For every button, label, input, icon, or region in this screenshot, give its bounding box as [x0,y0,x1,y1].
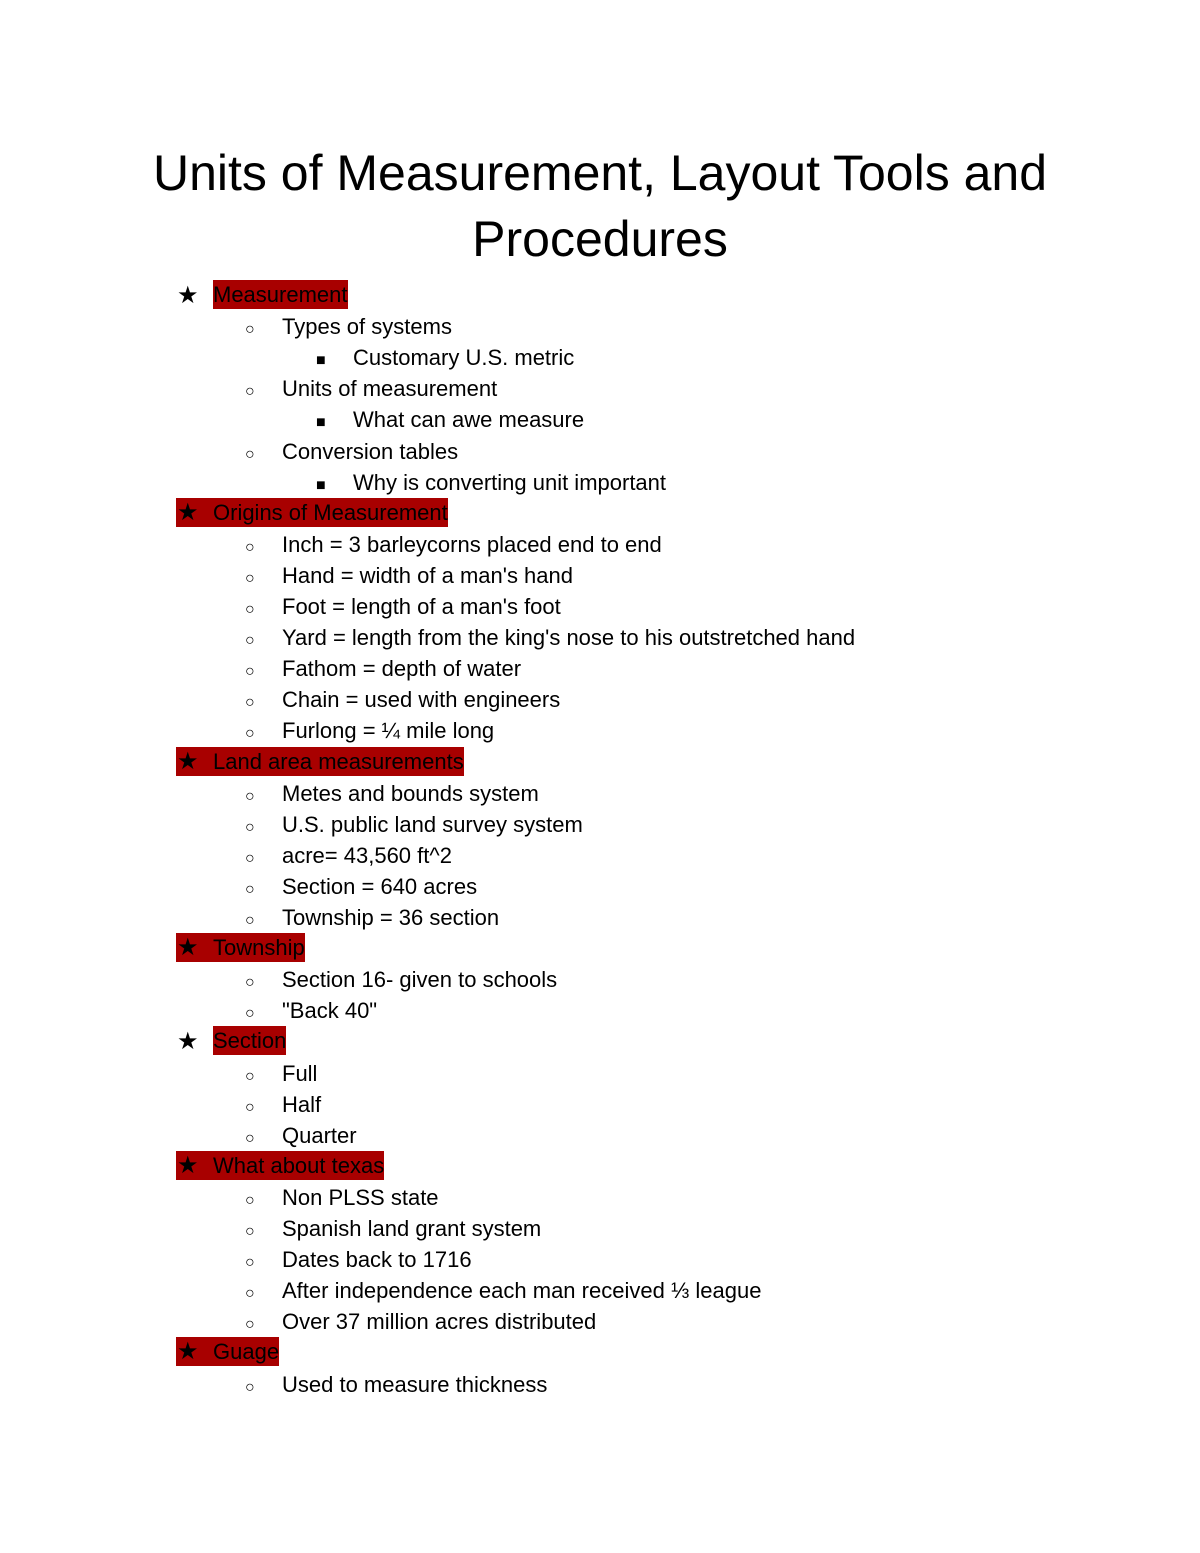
list-item-text: Fathom = depth of water [282,656,522,682]
list-item [245,995,377,1026]
list-item [245,809,583,840]
list-item-text: Over 37 million acres distributed [282,1309,597,1335]
circle-bullet-icon: ○ [245,321,255,339]
star-bullet-icon: ★ [177,1338,199,1366]
sub-list-item-text: Customary U.S. metric [353,345,575,371]
list-item-text: Foot = length of a man's foot [282,594,561,619]
list-item [245,311,452,342]
list-item [245,436,458,467]
list-item-text: After independence each man received ⅓ league [282,1278,762,1304]
list-item-text: acre= 43,560 ft^2 [282,842,452,868]
title-line-1: Units of Measurement, Layout Tools and [152,145,1048,201]
list-item [245,1306,596,1337]
list-item [245,964,557,995]
circle-bullet-icon: ○ [245,632,255,650]
list-item [245,1244,472,1275]
section-heading-label: Land area measurements [213,748,464,774]
list-item-text: Full [282,1060,318,1086]
list-item [245,1369,547,1400]
circle-bullet-icon: ○ [245,1223,255,1240]
circle-bullet-icon: ○ [245,725,255,743]
section-heading-label: Measurement [213,282,348,307]
list-item-text: Conversion tables [282,438,459,464]
section-heading-label: Section [213,1028,287,1054]
highlighted-heading [176,1151,384,1180]
star-bullet-icon: ★ [177,934,199,962]
section-heading [176,498,448,529]
list-item [245,1089,321,1120]
circle-bullet-icon: ○ [245,849,255,867]
list-item-text: Inch = 3 barleycorns placed end to end [282,531,662,557]
document-title [100,140,1100,272]
list-item-text: Township = 36 section [282,905,500,930]
list-item-text: Section = 640 acres [282,873,478,899]
highlighted-heading [176,747,464,776]
section-heading [176,1026,286,1057]
star-bullet-icon: ★ [177,282,199,309]
list-item-text: Quarter [282,1122,357,1148]
circle-bullet-icon: ○ [245,912,255,929]
section-heading [176,747,464,778]
sub-list-item-text: What can awe measure [353,407,585,433]
square-bullet-icon: ■ [316,352,326,370]
section-heading-label: Origins of Measurement [213,499,448,525]
list-item [245,871,477,902]
list-item [245,529,662,560]
list-item [245,684,560,715]
circle-bullet-icon: ○ [245,1285,255,1303]
section-heading-label: Township [213,935,305,961]
circle-bullet-icon: ○ [245,1005,255,1023]
list-item-text: Types of systems [282,314,452,340]
list-item [245,840,452,871]
list-item-text: Half [282,1091,322,1117]
list-item [245,1120,357,1151]
list-item-text: "Back 40" [282,998,378,1024]
list-item-text: Yard = length from the king's nose to his outstretched hand [282,625,856,651]
list-item [245,1182,439,1213]
list-item-text: Spanish land grant system [282,1216,542,1241]
list-item-text: Used to measure thickness [282,1371,548,1397]
sub-list-item [316,342,574,373]
section-heading [176,933,305,964]
circle-bullet-icon: ○ [245,787,255,805]
list-item [245,778,539,809]
list-item [245,653,521,684]
circle-bullet-icon: ○ [245,445,255,463]
list-item-text: Chain = used with engineers [282,687,561,713]
star-bullet-icon: ★ [177,1151,199,1179]
list-item-text: Furlong = ¼ mile long [282,718,495,744]
circle-bullet-icon: ○ [245,663,255,681]
star-bullet-icon: ★ [177,747,199,775]
square-bullet-icon: ■ [316,414,326,432]
sub-list-item [316,404,584,435]
sub-list-item-text: Why is converting unit important [353,469,667,495]
list-item [245,560,573,591]
section-heading [176,1337,279,1368]
sub-list-item [316,467,666,498]
circle-bullet-icon: ○ [245,880,255,898]
circle-bullet-icon: ○ [245,1067,255,1085]
section-heading [176,1151,384,1182]
list-item-text: Hand = width of a man's hand [282,562,573,588]
circle-bullet-icon: ○ [245,818,255,836]
section-heading-label: Guage [213,1339,280,1365]
circle-bullet-icon: ○ [245,1191,255,1209]
circle-bullet-icon: ○ [245,538,255,556]
title-line-2: Procedures [472,211,728,267]
list-item [245,1058,317,1089]
list-item-text: Section 16- given to schools [282,967,558,993]
section-heading [176,280,348,311]
highlighted-heading [176,933,305,962]
highlighted-heading [176,498,448,527]
star-bullet-icon: ★ [177,498,199,526]
circle-bullet-icon: ○ [245,974,255,992]
circle-bullet-icon: ○ [245,1129,255,1147]
highlighted-heading [176,1337,279,1366]
circle-bullet-icon: ○ [245,383,255,401]
section-heading-label: What about texas [213,1152,385,1178]
square-bullet-icon: ■ [316,476,326,494]
circle-bullet-icon: ○ [245,694,255,712]
circle-bullet-icon: ○ [245,601,255,618]
circle-bullet-icon: ○ [245,1098,255,1116]
list-item [245,902,499,933]
circle-bullet-icon: ○ [245,569,255,587]
star-bullet-icon: ★ [177,1028,199,1056]
list-item [245,591,561,622]
list-item [245,1213,541,1244]
circle-bullet-icon: ○ [245,1254,255,1272]
list-item [245,373,497,404]
list-item [245,1275,761,1306]
circle-bullet-icon: ○ [245,1316,255,1334]
list-item-text: U.S. public land survey system [282,811,583,837]
list-item-text: Metes and bounds system [282,780,539,806]
list-item-text: Units of measurement [282,376,498,402]
list-item-text: Non PLSS state [282,1184,439,1210]
list-item [245,715,494,746]
list-item-text: Dates back to 1716 [282,1247,472,1273]
circle-bullet-icon: ○ [245,1378,255,1396]
list-item [245,622,855,653]
